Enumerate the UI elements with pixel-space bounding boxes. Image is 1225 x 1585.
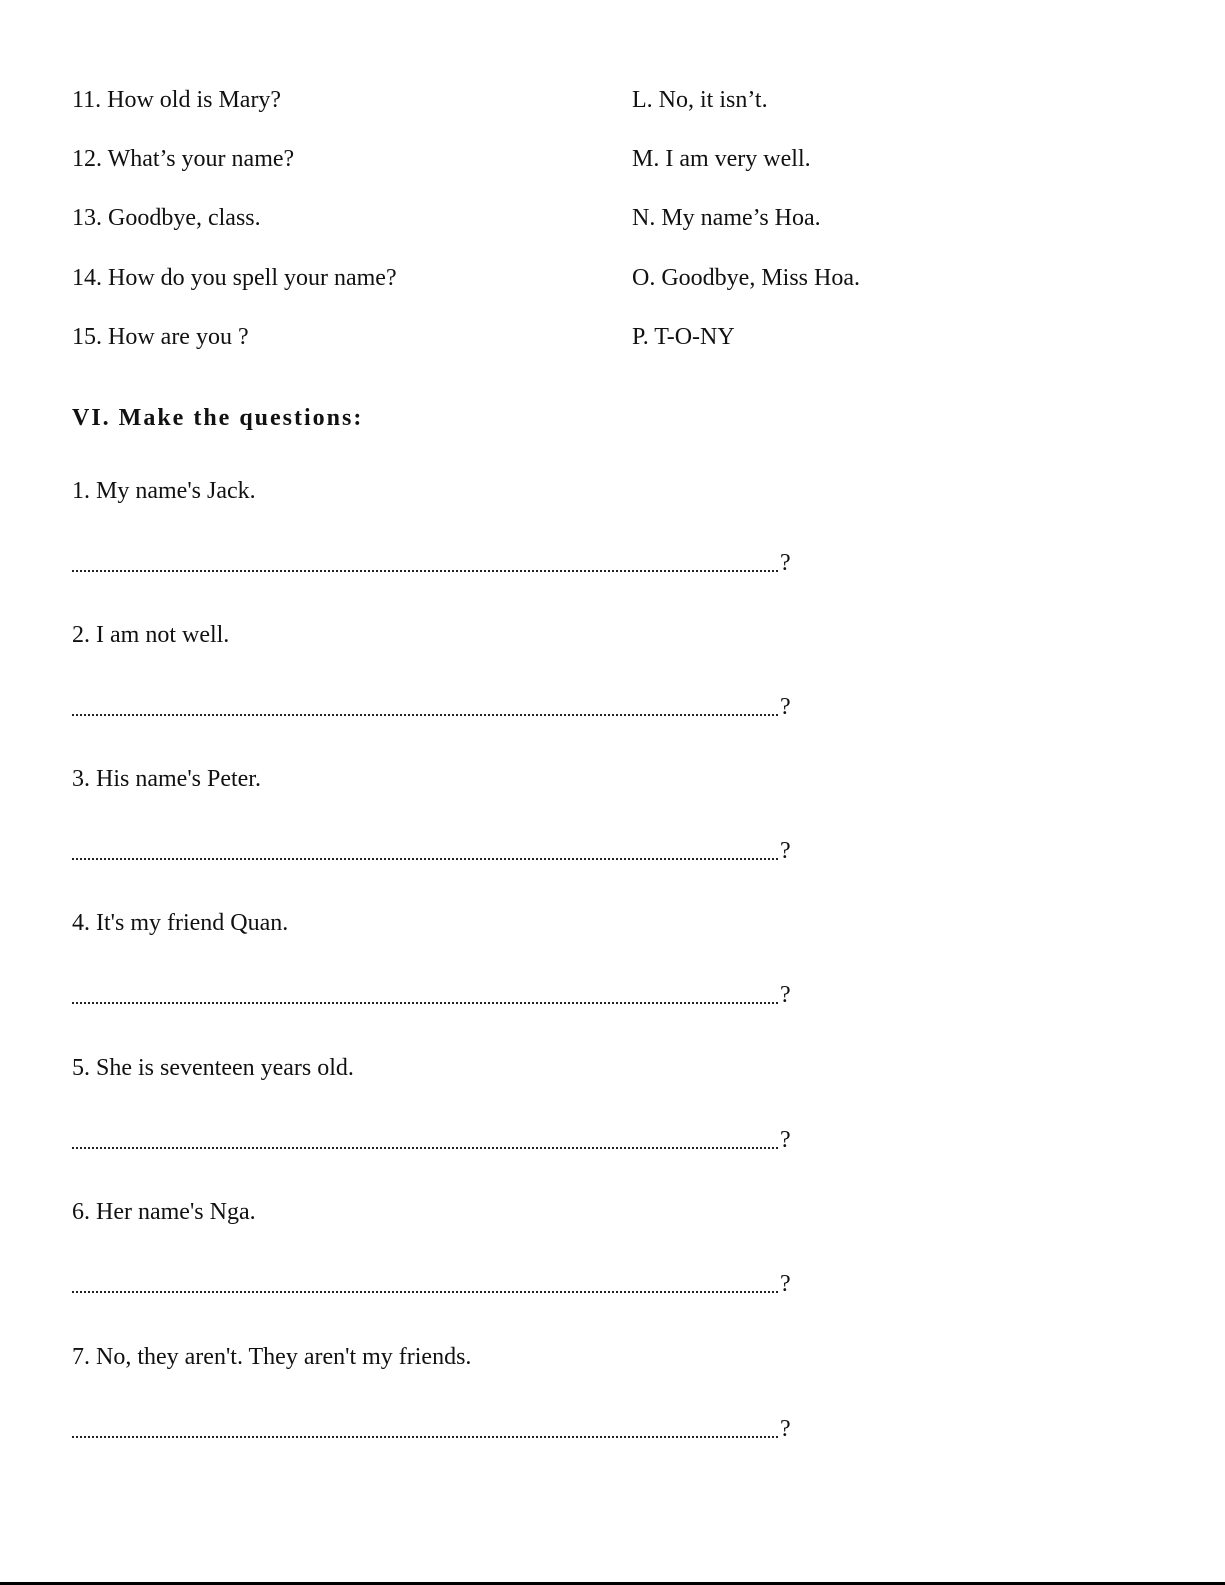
answer-line[interactable] — [72, 689, 802, 725]
match-row — [72, 260, 1172, 296]
question-prompt: 6. Her name's Nga. — [72, 1199, 256, 1225]
dotted-blank — [72, 1436, 778, 1438]
match-answer: P. T-O-NY — [632, 324, 735, 350]
answer-line[interactable] — [72, 1266, 802, 1302]
question-mark: ? — [780, 1416, 791, 1442]
answer-line[interactable] — [72, 545, 802, 581]
match-question: 15. How are you ? — [72, 324, 249, 350]
answer-line[interactable] — [72, 833, 802, 869]
question-mark: ? — [780, 1127, 791, 1153]
question-prompt: 2. I am not well. — [72, 622, 230, 648]
dotted-blank — [72, 1147, 778, 1149]
dotted-blank — [72, 714, 778, 716]
question-mark: ? — [780, 550, 791, 576]
match-question: 11. How old is Mary? — [72, 87, 282, 113]
match-question: 14. How do you spell your name? — [72, 265, 397, 291]
question-prompt: 7. No, they aren't. They aren't my friends. — [72, 1344, 472, 1370]
question-prompt: 1. My name's Jack. — [72, 478, 256, 504]
question-mark: ? — [780, 982, 791, 1008]
dotted-blank — [72, 858, 778, 860]
section-title: VI. Make the questions: — [72, 405, 364, 431]
match-row — [72, 319, 1172, 355]
answer-line[interactable] — [72, 1411, 802, 1447]
dotted-blank — [72, 570, 778, 572]
match-answer: O. Goodbye, Miss Hoa. — [632, 265, 860, 291]
answer-line[interactable] — [72, 1122, 802, 1158]
match-row — [72, 141, 1172, 177]
question-mark: ? — [780, 1271, 791, 1297]
dotted-blank — [72, 1291, 778, 1293]
match-answer: M. I am very well. — [632, 146, 811, 172]
match-answer: N. My name’s Hoa. — [632, 205, 821, 231]
question-mark: ? — [780, 694, 791, 720]
question-prompt: 5. She is seventeen years old. — [72, 1055, 354, 1081]
question-mark: ? — [780, 838, 791, 864]
match-question: 13. Goodbye, class. — [72, 205, 261, 231]
match-answer: L. No, it isn’t. — [632, 87, 768, 113]
question-prompt: 3. His name's Peter. — [72, 766, 261, 792]
match-question: 12. What’s your name? — [72, 146, 295, 172]
dotted-blank — [72, 1002, 778, 1004]
answer-line[interactable] — [72, 977, 802, 1013]
match-row — [72, 82, 1172, 118]
question-prompt: 4. It's my friend Quan. — [72, 910, 289, 936]
match-row — [72, 200, 1172, 236]
